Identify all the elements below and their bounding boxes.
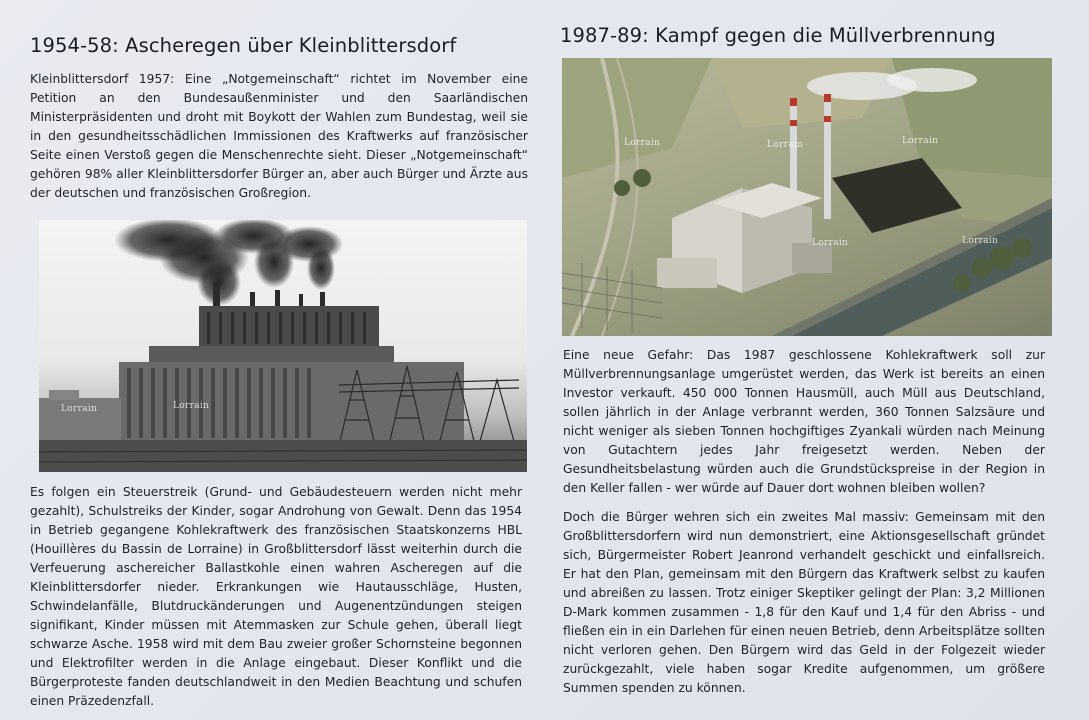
left-heading: 1954-58: Ascheregen über Kleinblittersdorf [30,34,457,57]
right-heading: 1987-89: Kampf gegen die Müllverbrennung [560,24,996,47]
coal-power-plant-illustration [39,220,527,472]
right-paragraph-2: Doch die Bürger wehren sich ein zweites Mal massiv: Gemeinsam mit den Großblittersdorfern wird nun demonstriert, eine Aktionsgesellschaft gründet sich, Bürgermeister Robert Jeanrond verhandelt geschickt und einfallsreich. Er hat den Plan, gemeinsam mit den Bürgern das Kraftwerk selbst zu kaufen und abreißen zu lassen. Trotz einiger Skeptiker gelingt der Plan: 3,2 Millionen D-Mark kommen zusammen - 1,8 für den Kauf und 1,4 für den Abriss - und fließen ein in ein Darlehen für einen neuen Betrieb, denn Arbeitsplätze sollten nicht verloren gehen. Den Bürgern wird das Geld in der Folgezeit wieder zurückgezahlt, viele haben sogar Kredite aufgenommen, um größere Summen spenden zu können. [563,510,1045,695]
photo-watermark: Lorrain [902,136,939,146]
coal-power-plant-photo [39,220,527,472]
photo-watermark: Lorrain [624,138,661,148]
aerial-power-plant-photo [562,58,1052,336]
photo-watermark: Lorrain [61,404,98,414]
right-paragraph-1: Eine neue Gefahr: Das 1987 geschlossene Kohlekraftwerk soll zur Müllverbrennungsanlage umgerüstet werden, das Werk ist bereits an einen Investor verkauft. 450 000 Tonnen Hausmüll, auch Müll aus Deutschland, sollen jährlich in der Anlage verbrannt werden, 360 Tonnen Salzsäure und nicht weniger als sieben Tonnen hochgiftiges Zyankali würden nach Meinung von Gutachtern jedes Jahr freigesetzt werden. Neben der Gesundheitsbelastung würden auch die Grundstückspreise in der Region in den Keller fallen - wer würde auf Dauer dort wohnen bleiben wollen? [563,348,1045,495]
photo-watermark: Lorrain [767,140,804,150]
photo-watermark: Lorrain [812,238,849,248]
photo-watermark: Lorrain [173,401,210,411]
left-intro-paragraph: Kleinblittersdorf 1957: Eine „Notgemeinschaft“ richtet im November eine Petition an den Bundesaußenminister und den Saarländischen Ministerpräsidenten und droht mit Boykott der Wahlen zum Bundestag, weil sie in den gesundheitsschädlichen Immissionen des Kraftwerks auf französischer Seite einen Verstoß gegen die Menschenrechte sieht. Dieser „Notgemeinschaft“ gehören 98% aller Kleinblittersdorfer Bürger an, aber auch Bürger und Ärzte aus der deutschen und französischen Großregion. [30,72,528,200]
photo-watermark: Lorrain [962,236,999,246]
left-body-paragraph: Es folgen ein Steuerstreik (Grund- und Gebäudesteuern werden nicht mehr gezahlt), Schulstreiks der Kinder, sogar Androhung von Gewalt. Denn das 1954 in Betrieb gegangene Kohlekraftwerk des französischen Staatskonzerns HBL (Houillères du Bassin de Lorraine) in Großblittersdorf lässt weiterhin durch die Verfeuerung aschereicher Ballastkohle einen wahren Ascheregen auf die Kleinblittersdorfer nieder. Erkrankungen wie Hautausschläge, Husten, Schwindelanfälle, Blutdruckänderungen und Augenentzündungen steigen signifikant, Kinder müssen mit Atemmasken zur Schule gehen, überall liegt schwarze Asche. 1958 wird mit dem Bau zweier großer Schornsteine begonnen und Elektrofilter werden in die Anlage eingebaut. Dieser Konflikt und die Bürgerproteste fanden deutschlandweit in den Medien Beachtung und schufen einen Präzedenzfall. [30,485,522,708]
aerial-power-plant-illustration [562,58,1052,336]
